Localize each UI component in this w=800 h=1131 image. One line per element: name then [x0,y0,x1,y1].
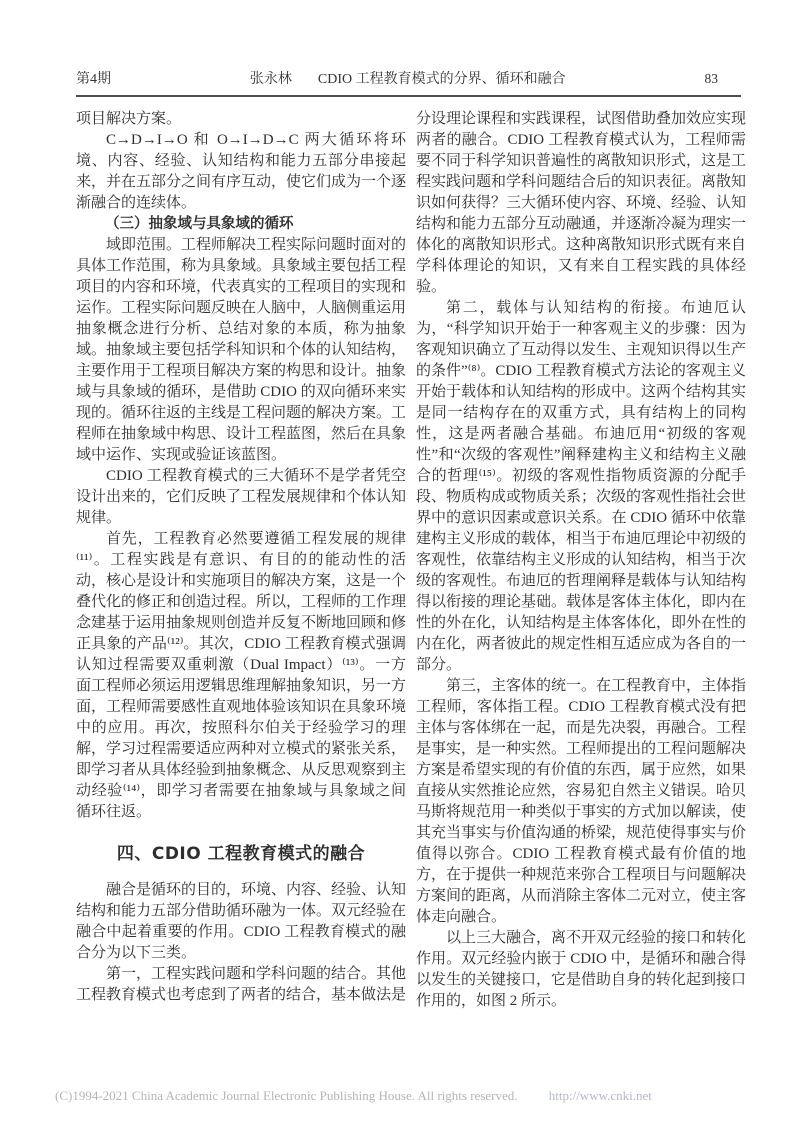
page-number: 83 [704,71,718,86]
paragraph: 以上三大融合，离不开双元经验的接口和转化作用。双元经验内嵌于 CDIO 中，是循环和融合得以发生的关键接口，它是借助自身的转化起到接口作用的，如图 2 所示。 [416,930,747,1009]
column-left [76,109,406,1006]
section-heading: 四、CDIO 工程教育模式的融合 [116,844,366,864]
paragraph: 第一，工程实践问题和学科问题的结合。其他工程教育模式也考虑到了两者的结合，基本做法是 [76,966,407,1003]
paragraph: CDIO 工程教育模式的三大循环不是学者凭空设计出来的，它们反映了工程发展规律和个体认知规律。 [76,468,407,526]
paragraph: 融合是循环的目的，环境、内容、经验、认知结构和能力五部分借助循环融为一体。双元经验在融合中起着重要的作用。CDIO 工程教育模式的融合分为以下三类。 [76,882,407,961]
paragraph: 首先，工程教育必然要遵循工程发展的规律⁽¹¹⁾。工程实践是有意识、有目的的能动性的活动，核心是设计和实施项目的解决方案，这是一个叠代化的修正和创造过程。所以，工程师的工作理念建基于运用抽象规则创造并反复不断地回顾和修正具象的产品⁽¹²⁾。其次，CDIO 工程教育模式强调认知过程需要双重刺激（Dual Impact）⁽¹³⁾。一方面工程师必须运用逻辑思维理解抽象知识，另一方面，工程师需要感性直观地体验该知识在具象环境中的应用。再次，按照科尔伯关于经验学习的理解，学习过程需要适应两种对立模式的紧张关系，即学习者从具体经验到抽象概念、从反思观察到主动经验⁽¹⁴⁾，即学习者需要在抽象域与具象域之间循环往返。 [76,531,407,820]
subsection-heading: （三）抽象域与具象域的循环 [105,216,294,232]
paragraph: C→D→I→O 和 O→I→D→C 两大循环将环境、内容、经验、认知结构和能力五部分串接起来，并在五部分之间有序互动，使它们成为一个逐渐融合的连续体。 [76,132,407,211]
paragraph: 域即范围。工程师解决工程实际问题时面对的具体工作范围，称为具象域。具象域主要包括工程项目的内容和环境，代表真实的工程项目的实现和运作。工程实际问题反映在人脑中，人脑侧重运用抽象概念进行分析、总结对象的本质，称为抽象域。抽象域主要包括学科知识和个体的认知结构，主要作用于工程项目解决方案的构思和设计。抽象域与具象域的循环，是借助 CDIO 的双向循环来实现的。循环往返的主线是工程问题的解决方案。工程师在抽象域中构思、设计工程蓝图，然后在具象域中运作、实现或验证该蓝图。 [76,237,407,463]
paragraph: 项目解决方案。 [76,111,182,127]
copyright-footer [55,1088,652,1104]
author-name: 张永林 [249,72,292,87]
copyright-text: (C)1994-2021 China Academic Journal Electronic Publishing House. All rights reserved. [55,1088,518,1103]
issue-number: 第4期 [76,72,111,87]
article-title: CDIO 工程教育模式的分界、循环和融合 [317,72,566,87]
paragraph: 第二，载体与认知结构的衔接。布迪厄认为，“科学知识开始于一种客观主义的步骤：因为客观知识确立了互动得以发生、主观知识得以生产的条件”⁽⁸⁾。CDIO 工程教育模式方法论的客观主义开始于载体和认知结构的形成中。这两个结构其实是同一结构存在的双重方式，具有结构上的同构性，这是两者融合基础。布迪厄用“初级的客观性”和“次级的客观性”阐释建构主义和结构主义融合的哲理⁽¹⁵⁾。初级的客观性指物质资源的分配手段、物质构成或物质关系；次级的客观性指社会世界中的意识因素或意识关系。在 CDIO 循环中依靠建构主义形成的载体，相当于布迪厄理论中初级的客观性，依靠结构主义形成的认知结构，相当于次级的客观性。布迪厄的哲理阐释是载体与认知结构得以衔接的理论基础。载体是客体主体化，即内在性的外在化，认知结构是主体客体化，即外在性的内在化，两者彼此的规定性相互适应成为各自的一部分。 [416,300,747,673]
column-right [416,109,746,1012]
header-rule [76,95,741,97]
running-head-center [250,68,566,88]
paragraph: 第三，主客体的统一。在工程教育中，主体指工程师，客体指工程。CDIO 工程教育模式没有把主体与客体绑在一起，而是先决裂，再融合。工程是事实，是一种实然。工程师提出的工程问题解决方案是希望实现的有价值的东西，属于应然，如果直接从实然推论应然，容易犯自然主义错误。哈贝马斯将规范用一种类似于事实的方式加以解读，使其充当事实与价值沟通的桥梁，规范使得事实与价值得以弥合。CDIO 工程教育模式最有价值的地方，在于提供一种规范来弥合工程项目与问题解决方案间的距离，从而消除主客体二元对立，使主客体走向融合。 [416,678,747,925]
running-head [76,68,744,88]
paragraph: 分设理论课程和实践课程，试图借助叠加效应实现两者的融合。CDIO 工程教育模式认为，工程师需要不同于科学知识普遍性的离散知识形式，这是工程实践问题和学科问题结合后的知识表征。离散知识如何获得？三大循环使内容、环境、经验、认知结构和能力五部分互动融通，并逐渐冷凝为理实一体化的离散知识形式。这种离散知识形式既有来自学科体理论的知识，又有来自工程实践的具体经验。 [416,111,747,295]
publisher-url: http://www.cnki.net [548,1088,652,1103]
